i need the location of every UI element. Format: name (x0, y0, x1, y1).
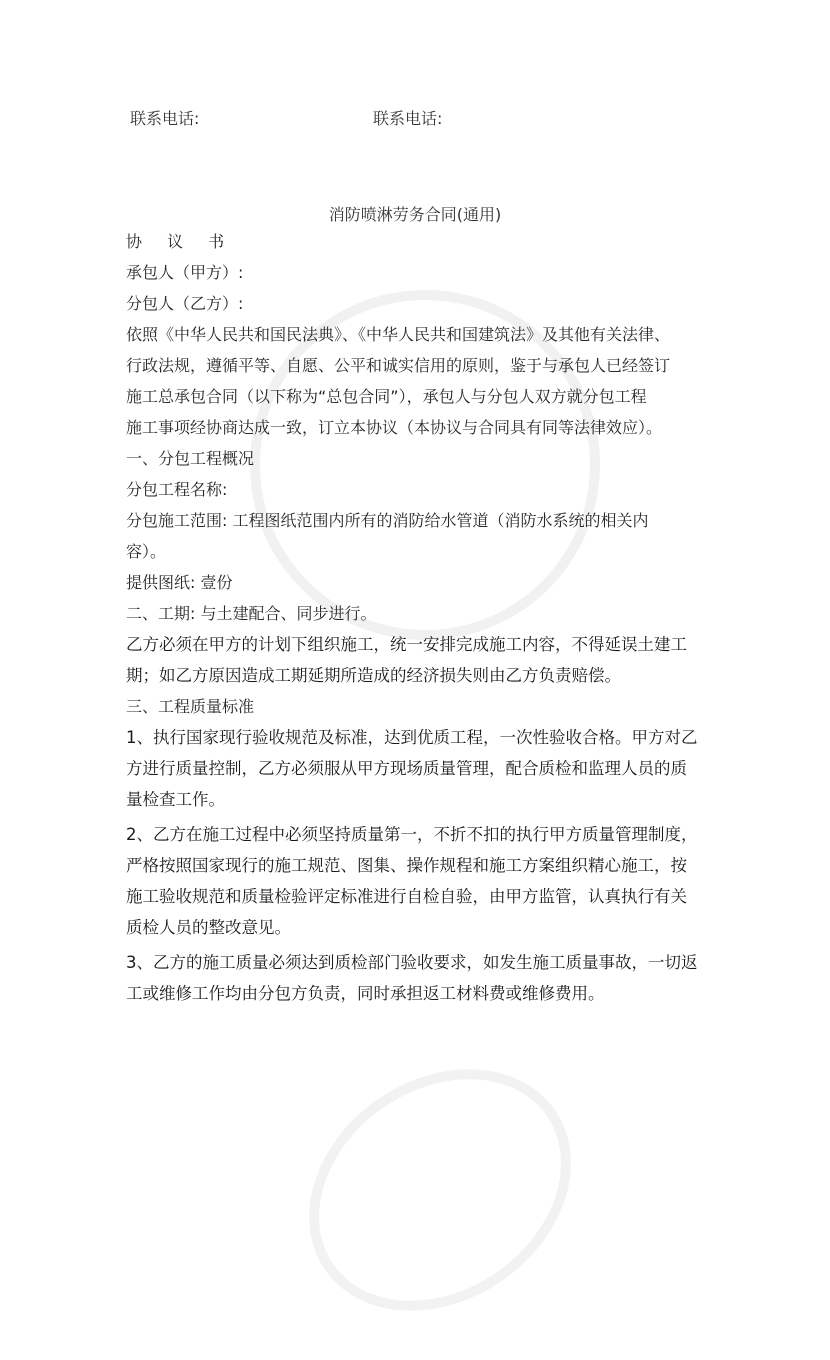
schedule-line: 期；如乙方原因造成工期延期所造成的经济损失则由乙方负责赔偿。 (126, 666, 621, 685)
section-3-heading: 三、工程质量标准 (126, 697, 255, 716)
quality-1-line: 1、执行国家现行验收规范及标准，达到优质工程，一次性验收合格。甲方对乙 (126, 728, 698, 747)
section-2-heading: 二、工期: 与土建配合、同步进行。 (126, 604, 377, 623)
quality-2-line: 2、乙方在施工过程中必须坚持质量第一，不折不扣的执行甲方质量管理制度， (126, 825, 698, 844)
contact-phone-left: 联系电话: (130, 109, 200, 128)
schedule-line: 乙方必须在甲方的计划下组织施工，统一安排完成施工内容，不得延误土建工 (126, 635, 687, 654)
intro-line: 施工总承包合同（以下称为“总包合同”），承包人与分包人双方就分包工程 (126, 387, 647, 406)
intro-line: 行政法规，遵循平等、自愿、公平和诚实信用的原则，鉴于与承包人已经签订 (126, 356, 671, 375)
document-body (126, 226, 718, 1009)
quality-2-line: 质检人员的整改意见。 (126, 918, 291, 937)
contact-phone-right: 联系电话: (373, 109, 443, 128)
quality-3-line: 工或维修工作均由分包方负责，同时承担返工材料费或维修费用。 (126, 984, 605, 1003)
intro-line: 施工事项经协商达成一致，订立本协议（本协议与合同具有同等法律效应）。 (126, 418, 663, 437)
quality-2-line: 严格按照国家现行的施工规范、图集、操作规程和施工方案组织精心施工，按 (126, 856, 687, 875)
drawings-line: 提供图纸: 壹份 (126, 573, 233, 592)
party-a-line: 承包人（甲方）: (126, 263, 244, 282)
scope-line: 分包施工范围: 工程图纸范围内所有的消防给水管道（消防水系统的相关内 (126, 511, 649, 530)
project-name-line: 分包工程名称: (126, 480, 228, 499)
quality-2-line: 施工验收规范和质量检验评定标准进行自检自验，由甲方监管，认真执行有关 (126, 887, 687, 906)
intro-line: 依照《中华人民共和国民法典》、《中华人民共和国建筑法》及其他有关法律、 (126, 325, 671, 344)
quality-1-line: 量检查工作。 (126, 790, 225, 809)
quality-3-line: 3、乙方的施工质量必须达到质检部门验收要求，如发生施工质量事故，一切返 (126, 953, 698, 972)
scope-line: 容）。 (126, 542, 167, 561)
agreement-heading: 协 议 书 (126, 232, 235, 251)
section-1-heading: 一、分包工程概况 (126, 449, 255, 468)
party-b-line: 分包人（乙方）: (126, 294, 244, 313)
quality-1-line: 方进行质量控制，乙方必须服从甲方现场质量管理，配合质检和监理人员的质 (126, 759, 687, 778)
document-title: 消防喷淋劳务合同(通用) (328, 205, 502, 224)
